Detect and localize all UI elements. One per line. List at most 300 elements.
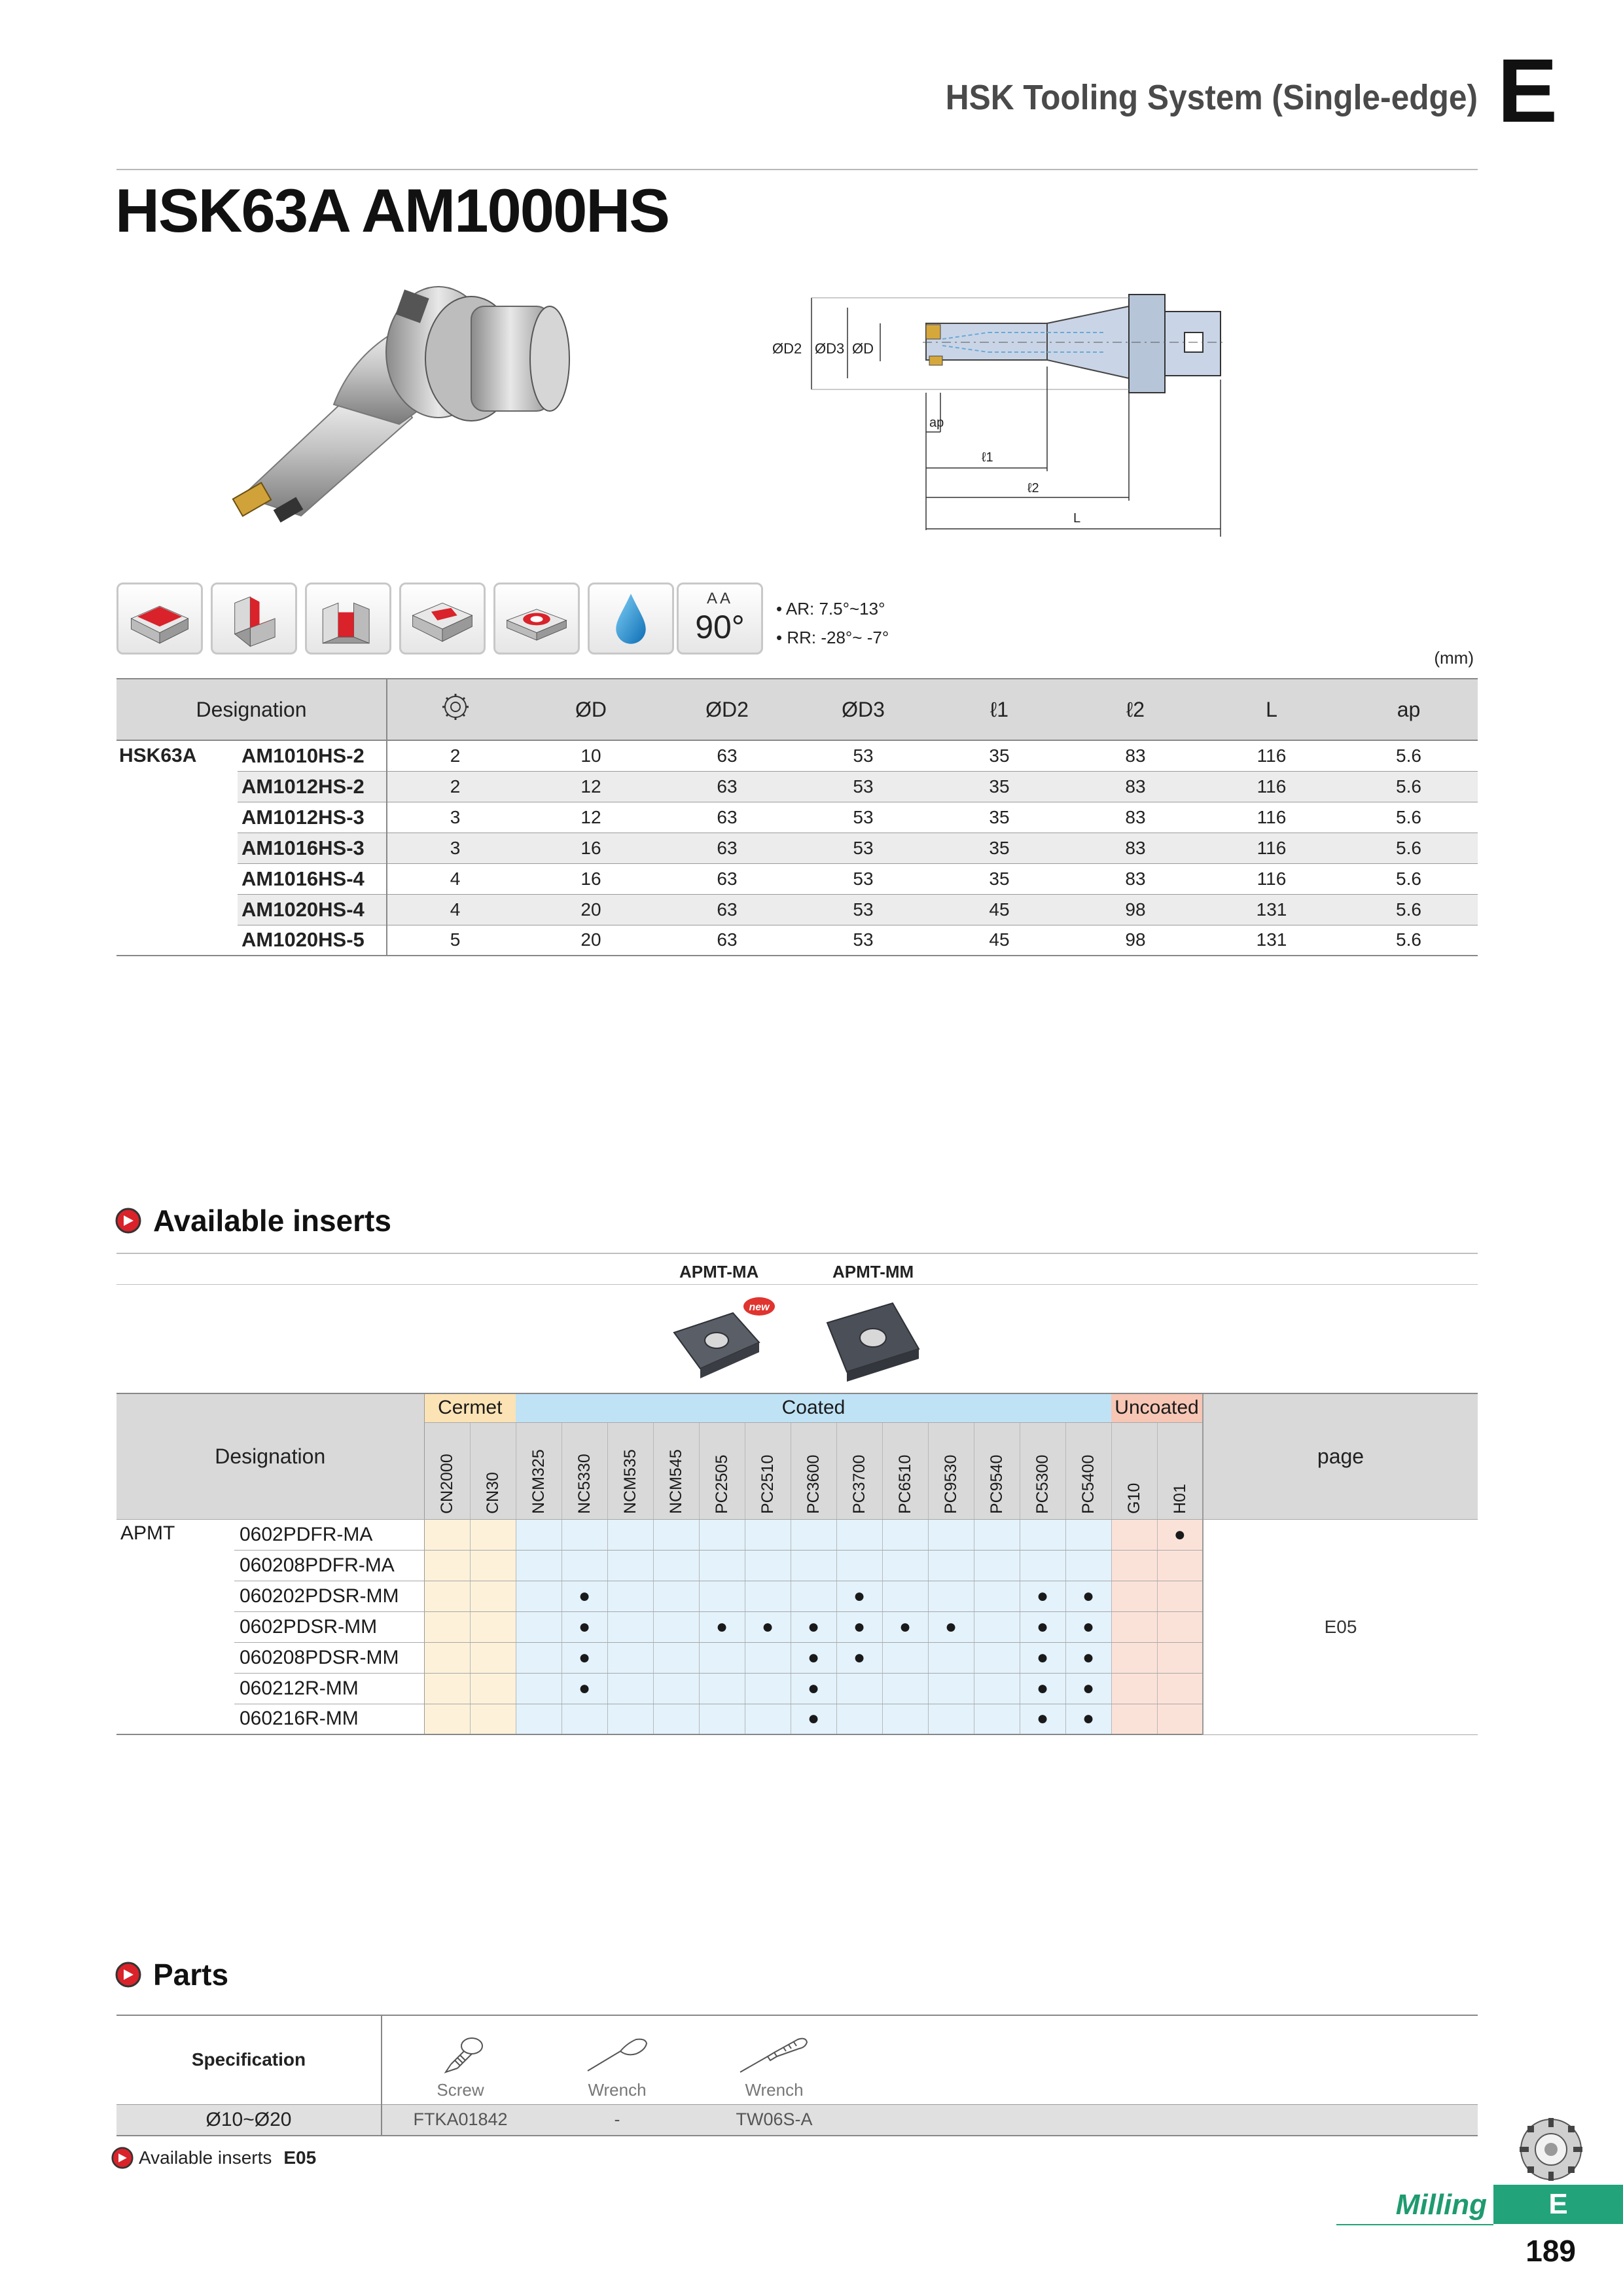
slotting-icon	[211, 583, 297, 655]
grade-cell	[470, 1673, 516, 1704]
grade-cell	[974, 1642, 1020, 1673]
approach-angle-label: AA	[706, 590, 733, 607]
spec-code: AM1010HS-2	[238, 740, 387, 771]
spec-cell: 83	[1067, 802, 1204, 833]
grade-designation-header: Designation	[116, 1393, 424, 1519]
grade-cell	[607, 1611, 653, 1642]
insert-group-label	[116, 1550, 234, 1581]
parts-header-row	[116, 2015, 1478, 2104]
page-number: 189	[1525, 2234, 1576, 2268]
part-wrench-2	[696, 2015, 853, 2104]
grade-cell	[928, 1581, 974, 1611]
spec-cell: 2	[387, 771, 523, 802]
spec-cell: 5.6	[1340, 833, 1478, 863]
grade-cell	[928, 1673, 974, 1704]
insert-ma-photo	[661, 1287, 779, 1385]
grade-cell	[882, 1519, 928, 1550]
grade-cell	[928, 1704, 974, 1734]
header-d: ØD	[523, 679, 659, 740]
grade-cell	[653, 1581, 699, 1611]
header-L: L	[1204, 679, 1340, 740]
table-row	[116, 863, 1478, 894]
grade-col-header: PC3700	[836, 1422, 882, 1519]
grade-cell	[424, 1550, 470, 1581]
parts-title: Parts	[153, 1958, 229, 1992]
availability-dot: ●	[1065, 1611, 1111, 1642]
spec-cell: 63	[659, 740, 795, 771]
dim-l1: ℓ1	[982, 450, 993, 465]
spec-cell: 45	[931, 894, 1067, 925]
spec-cell: 35	[931, 740, 1067, 771]
spec-cell: 53	[795, 740, 931, 771]
grade-col-header: PC2505	[699, 1422, 745, 1519]
grade-cell	[562, 1550, 607, 1581]
grade-cell	[1157, 1642, 1203, 1673]
spec-cell: 116	[1204, 833, 1340, 863]
availability-dot: ●	[1065, 1673, 1111, 1704]
table-row	[116, 833, 1478, 863]
spec-cell: 5.6	[1340, 894, 1478, 925]
spec-cell: 4	[387, 863, 523, 894]
spec-cell: 35	[931, 802, 1067, 833]
grade-cell	[836, 1550, 882, 1581]
specification-header: Specification	[116, 2015, 382, 2104]
grade-cell	[470, 1581, 516, 1611]
grade-cell	[882, 1581, 928, 1611]
availability-dot: ●	[1157, 1519, 1203, 1550]
parts-cell: FTKA01842	[382, 2104, 539, 2136]
ramping-icon	[399, 583, 486, 655]
availability-dot: ●	[882, 1611, 928, 1642]
spec-cell: 12	[523, 802, 659, 833]
insert-code: 0602PDFR-MA	[234, 1519, 424, 1550]
header-d3: ØD3	[795, 679, 931, 740]
availability-dot: ●	[1065, 1581, 1111, 1611]
dim-d: ØD	[852, 340, 874, 357]
grade-cell	[562, 1704, 607, 1734]
grade-cell	[1157, 1581, 1203, 1611]
table-row	[116, 740, 1478, 771]
grade-cell	[791, 1519, 836, 1550]
availability-dot: ●	[699, 1611, 745, 1642]
availability-dot: ●	[562, 1581, 607, 1611]
grade-cell	[470, 1550, 516, 1581]
grade-col-header: PC6510	[882, 1422, 928, 1519]
header-d2: ØD2	[659, 679, 795, 740]
grade-cell	[699, 1673, 745, 1704]
grade-cell	[516, 1673, 562, 1704]
footer-divider	[1336, 2224, 1493, 2225]
spec-cell: 116	[1204, 802, 1340, 833]
spec-cell: 45	[931, 925, 1067, 956]
wrench-icon	[581, 2034, 653, 2076]
grade-cell	[1157, 1704, 1203, 1734]
part-label: Wrench	[745, 2079, 804, 2100]
milling-cutter-icon	[1517, 2115, 1585, 2183]
grade-col-header: PC5400	[1065, 1422, 1111, 1519]
insert-code: 0602PDSR-MM	[234, 1611, 424, 1642]
grade-cell	[745, 1704, 791, 1734]
spec-cell: 83	[1067, 863, 1204, 894]
spec-cell: 63	[659, 802, 795, 833]
grade-cell	[974, 1673, 1020, 1704]
table-row	[116, 1519, 1478, 1550]
spec-cell: 63	[659, 771, 795, 802]
grade-cell	[607, 1519, 653, 1550]
grade-cell	[653, 1550, 699, 1581]
grade-cell	[745, 1550, 791, 1581]
radial-rake-note: • RR: -28°~ -7°	[776, 628, 889, 647]
insert-code: 060212R-MM	[234, 1673, 424, 1704]
grade-cell	[1157, 1611, 1203, 1642]
grade-cell	[974, 1581, 1020, 1611]
grade-cell	[1020, 1519, 1065, 1550]
insert-grade-table	[116, 1393, 1478, 1735]
grade-cell	[745, 1581, 791, 1611]
grade-cell	[974, 1704, 1020, 1734]
grade-col-header: NCM535	[607, 1422, 653, 1519]
grade-cell	[1157, 1673, 1203, 1704]
available-inserts-page-ref: E05	[283, 2147, 317, 2168]
spec-code: AM1012HS-2	[238, 771, 387, 802]
category-cermet: Cermet	[424, 1393, 516, 1422]
grade-cell	[470, 1642, 516, 1673]
spec-cell: 5.6	[1340, 863, 1478, 894]
dim-ap: ap	[929, 416, 944, 430]
spec-cell: 53	[795, 771, 931, 802]
available-inserts-link[interactable]	[111, 2147, 316, 2169]
grade-col-header: NC5330	[562, 1422, 607, 1519]
grade-cell	[1111, 1519, 1157, 1550]
grade-cell	[791, 1550, 836, 1581]
header-l2: ℓ2	[1067, 679, 1204, 740]
pocketing-icon	[305, 583, 391, 655]
grade-cell	[607, 1550, 653, 1581]
grade-cell	[653, 1642, 699, 1673]
grade-cell	[470, 1704, 516, 1734]
availability-dot: ●	[562, 1673, 607, 1704]
torque-wrench-icon	[735, 2034, 813, 2076]
spec-cell: 63	[659, 925, 795, 956]
grade-cell	[1111, 1704, 1157, 1734]
table-row	[116, 802, 1478, 833]
screw-icon	[431, 2034, 490, 2076]
availability-dot: ●	[791, 1673, 836, 1704]
grade-col-header: H01	[1157, 1422, 1203, 1519]
spec-cell: 131	[1204, 925, 1340, 956]
spec-code: AM1016HS-4	[238, 863, 387, 894]
grade-cell	[974, 1611, 1020, 1642]
dim-L: L	[1073, 511, 1081, 526]
grade-cell	[882, 1642, 928, 1673]
spec-group-label: HSK63A	[119, 745, 197, 766]
grade-cell	[516, 1550, 562, 1581]
spec-cell: 20	[523, 894, 659, 925]
grade-cell	[607, 1642, 653, 1673]
page-reference[interactable]: E05	[1203, 1519, 1478, 1734]
insert-code: 060208PDSR-MM	[234, 1642, 424, 1673]
designation-header: Designation	[116, 679, 387, 740]
spec-cell: 131	[1204, 894, 1340, 925]
arrow-circle-icon	[111, 2147, 134, 2169]
spec-code: AM1016HS-3	[238, 833, 387, 863]
spec-cell: 98	[1067, 925, 1204, 956]
spec-cell: 5.6	[1340, 802, 1478, 833]
grade-cell	[745, 1519, 791, 1550]
spec-header-row	[116, 679, 1478, 740]
dim-l2: ℓ2	[1027, 481, 1039, 495]
table-row	[116, 925, 1478, 956]
unit-label: (mm)	[1434, 648, 1474, 668]
spec-cell: 5.6	[1340, 740, 1478, 771]
availability-dot: ●	[836, 1611, 882, 1642]
grade-cell	[836, 1519, 882, 1550]
grade-cell	[882, 1704, 928, 1734]
grade-cell	[1111, 1642, 1157, 1673]
grade-cell	[836, 1704, 882, 1734]
new-badge: new	[749, 1302, 770, 1313]
insert-type-mm: APMT-MM	[832, 1262, 914, 1282]
footer-category: Milling	[1395, 2189, 1487, 2221]
approach-angle-value: 90°	[695, 609, 745, 645]
dim-d2: ØD2	[772, 340, 802, 357]
grade-cell	[653, 1519, 699, 1550]
arrow-circle-icon	[115, 1962, 141, 1988]
grade-cell	[699, 1704, 745, 1734]
insert-group-label	[116, 1581, 234, 1611]
availability-dot: ●	[1020, 1673, 1065, 1704]
available-inserts-link-label: Available inserts	[139, 2147, 272, 2168]
page-header: page	[1203, 1393, 1478, 1519]
grade-col-header: PC3600	[791, 1422, 836, 1519]
section-divider	[116, 1253, 1478, 1254]
spec-cell: 116	[1204, 740, 1340, 771]
grade-cell	[424, 1611, 470, 1642]
category-coated: Coated	[516, 1393, 1111, 1422]
section-title: HSK Tooling System (Single-edge)	[945, 78, 1478, 117]
spec-cell: 12	[523, 771, 659, 802]
grade-cell	[745, 1642, 791, 1673]
parts-table	[116, 2015, 1478, 2136]
grade-cell	[974, 1550, 1020, 1581]
grade-cell	[424, 1642, 470, 1673]
parts-spec-value: Ø10~Ø20	[116, 2104, 382, 2136]
grade-cell	[974, 1519, 1020, 1550]
grade-col-header: PC9530	[928, 1422, 974, 1519]
available-inserts-title: Available inserts	[153, 1204, 391, 1238]
header-ap: ap	[1340, 679, 1478, 740]
face-milling-icon	[493, 583, 580, 655]
availability-dot: ●	[562, 1642, 607, 1673]
spec-table	[116, 678, 1478, 956]
spec-cell: 3	[387, 833, 523, 863]
grade-cell	[424, 1581, 470, 1611]
technical-drawing	[766, 281, 1263, 543]
grade-cell	[607, 1673, 653, 1704]
parts-row	[116, 2104, 1478, 2136]
availability-dot: ●	[791, 1642, 836, 1673]
spec-cell: 5.6	[1340, 771, 1478, 802]
grade-col-header: NCM325	[516, 1422, 562, 1519]
spec-cell: 83	[1067, 740, 1204, 771]
grade-category-row	[116, 1393, 1478, 1422]
shoulder-milling-icon	[116, 583, 203, 655]
dim-d3: ØD3	[815, 340, 845, 357]
grade-cell	[607, 1581, 653, 1611]
product-title: HSK63A AM1000HS	[115, 176, 669, 245]
spec-cell: 5.6	[1340, 925, 1478, 956]
parts-cell: -	[539, 2104, 696, 2136]
tool-holder-photo	[223, 274, 589, 548]
grade-cell	[882, 1673, 928, 1704]
grade-cell	[745, 1673, 791, 1704]
insert-group-label	[116, 1673, 234, 1704]
insert-code: 060202PDSR-MM	[234, 1581, 424, 1611]
table-row	[116, 894, 1478, 925]
grade-cell	[470, 1519, 516, 1550]
grade-cell	[699, 1642, 745, 1673]
grade-cell	[1111, 1581, 1157, 1611]
coolant-icon	[588, 583, 674, 655]
spec-cell: 63	[659, 833, 795, 863]
grade-cell	[928, 1642, 974, 1673]
grade-cell	[607, 1704, 653, 1734]
grade-cell	[653, 1673, 699, 1704]
grade-cell	[882, 1550, 928, 1581]
header-divider	[116, 169, 1478, 170]
grade-cell	[1065, 1550, 1111, 1581]
grade-col-header: PC5300	[1020, 1422, 1065, 1519]
spec-code: AM1020HS-5	[238, 925, 387, 956]
spec-cell: 53	[795, 894, 931, 925]
spec-code: AM1012HS-3	[238, 802, 387, 833]
spec-cell: 20	[523, 925, 659, 956]
grade-cell	[562, 1519, 607, 1550]
spec-cell: 116	[1204, 863, 1340, 894]
grade-cell	[653, 1611, 699, 1642]
spec-cell: 16	[523, 833, 659, 863]
table-row	[116, 771, 1478, 802]
availability-dot: ●	[791, 1611, 836, 1642]
availability-dot: ●	[928, 1611, 974, 1642]
grade-col-header: PC2510	[745, 1422, 791, 1519]
spec-cell: 53	[795, 863, 931, 894]
availability-dot: ●	[562, 1611, 607, 1642]
availability-dot: ●	[1020, 1611, 1065, 1642]
grade-cell	[1065, 1519, 1111, 1550]
spec-cell: 35	[931, 771, 1067, 802]
spec-code: AM1020HS-4	[238, 894, 387, 925]
insert-group-label: APMT	[120, 1522, 175, 1544]
availability-dot: ●	[1065, 1642, 1111, 1673]
section-letter: E	[1497, 41, 1558, 141]
grade-cell	[424, 1673, 470, 1704]
spec-cell: 53	[795, 802, 931, 833]
spec-cell: 35	[931, 833, 1067, 863]
spec-cell: 35	[931, 863, 1067, 894]
grade-col-header: NCM545	[653, 1422, 699, 1519]
availability-dot: ●	[836, 1642, 882, 1673]
teeth-count-icon	[387, 679, 523, 740]
approach-angle-badge	[677, 583, 763, 655]
grade-col-header: CN30	[470, 1422, 516, 1519]
parts-cell: TW06S-A	[696, 2104, 853, 2136]
grade-cell	[791, 1581, 836, 1611]
grade-col-header: CN2000	[424, 1422, 470, 1519]
availability-dot: ●	[1065, 1704, 1111, 1734]
grade-cell	[470, 1611, 516, 1642]
spec-cell: 98	[1067, 894, 1204, 925]
arrow-circle-icon	[115, 1208, 141, 1234]
grade-cell	[516, 1704, 562, 1734]
availability-dot: ●	[791, 1704, 836, 1734]
spec-cell: 63	[659, 894, 795, 925]
grade-col-header: G10	[1111, 1422, 1157, 1519]
part-screw	[382, 2015, 539, 2104]
axial-rake-note: • AR: 7.5°~13°	[776, 599, 885, 619]
insert-group-label	[116, 1642, 234, 1673]
insert-type-ma: APMT-MA	[679, 1262, 759, 1282]
spec-cell: 53	[795, 925, 931, 956]
grade-cell	[516, 1611, 562, 1642]
availability-dot: ●	[1020, 1642, 1065, 1673]
grade-cell	[1111, 1611, 1157, 1642]
spec-cell: 10	[523, 740, 659, 771]
part-wrench-1	[539, 2015, 696, 2104]
header-l1: ℓ1	[931, 679, 1067, 740]
spec-cell: 83	[1067, 833, 1204, 863]
insert-mm-photo	[814, 1287, 932, 1385]
part-label: Screw	[437, 2079, 484, 2100]
category-uncoated: Uncoated	[1111, 1393, 1203, 1422]
grade-cell	[1111, 1550, 1157, 1581]
grade-cell	[1020, 1550, 1065, 1581]
spec-cell: 2	[387, 740, 523, 771]
insert-code: 060208PDFR-MA	[234, 1550, 424, 1581]
spec-cell: 63	[659, 863, 795, 894]
grade-col-header: PC9540	[974, 1422, 1020, 1519]
grade-table-body	[116, 1519, 1478, 1734]
availability-dot: ●	[1020, 1581, 1065, 1611]
spec-cell: 5	[387, 925, 523, 956]
insert-group-label	[116, 1704, 234, 1734]
available-inserts-heading	[115, 1203, 391, 1238]
spec-cell: 16	[523, 863, 659, 894]
grade-cell	[928, 1550, 974, 1581]
spec-cell: 116	[1204, 771, 1340, 802]
grade-cell	[836, 1673, 882, 1704]
grade-cell	[699, 1519, 745, 1550]
parts-heading	[115, 1957, 228, 1992]
grade-cell	[1157, 1550, 1203, 1581]
availability-dot: ●	[836, 1581, 882, 1611]
section-divider	[116, 1284, 1478, 1285]
spec-cell: 3	[387, 802, 523, 833]
part-label: Wrench	[588, 2079, 647, 2100]
insert-code: 060216R-MM	[234, 1704, 424, 1734]
grade-cell	[424, 1704, 470, 1734]
grade-cell	[424, 1519, 470, 1550]
grade-cell	[699, 1550, 745, 1581]
insert-group-label	[116, 1611, 234, 1642]
grade-cell	[516, 1581, 562, 1611]
grade-cell	[516, 1642, 562, 1673]
grade-cell	[928, 1519, 974, 1550]
spec-cell: 83	[1067, 771, 1204, 802]
footer-section-tab[interactable]: E	[1493, 2185, 1623, 2224]
grade-cell	[699, 1581, 745, 1611]
grade-cell	[653, 1704, 699, 1734]
